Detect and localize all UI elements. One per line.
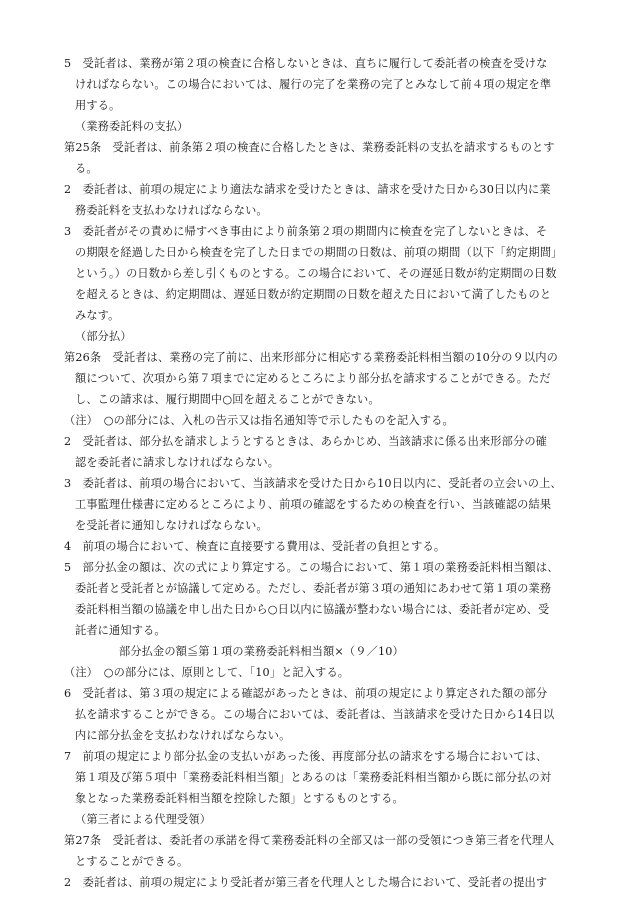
text-line: 委託料相当額の協議を申し出た日から○日以内に協議が整わない場合には、委託者が定め、受 (75, 603, 550, 616)
text-line: 認を委託者に請求しなければならない。 (75, 456, 280, 469)
text-line: 6 受託者は、第３項の規定による確認があったときは、前項の規定により算定された額の部分 (64, 687, 548, 700)
section-heading: （部分払） (75, 330, 132, 343)
text-line: 委託者と受託者とが協議して定める。ただし、委託者が第３項の通知にあわせて第１項の業務 (75, 582, 552, 595)
text-line: 第１項及び第５項中「業務委託料相当額」とあるのは「業務委託料相当額から既に部分払の対 (75, 771, 552, 784)
text-line: 2 委託者は、前項の規定により適法な請求を受けたときは、請求を受けた日から30日以内に業 (64, 183, 551, 196)
section-heading: （業務委託料の支払） (75, 120, 189, 133)
text-line: 払を請求することができる。この場合においては、委託者は、当該請求を受けた日から14日以 (75, 708, 555, 721)
text-line: 7 前項の規定により部分払金の支払いがあった後、再度部分払の請求をする場合においては、 (64, 750, 548, 763)
note-line: （注） ○の部分には、原則として、「10」と記入する。 (64, 666, 350, 679)
text-line: 3 委託者は、前項の場合において、当該請求を受けた日から10日以内に、受託者の立会いの上、 (64, 477, 562, 490)
text-line: ければならない。この場合においては、履行の完了を業務の完了とみなして前４項の規定を準 (75, 78, 552, 91)
text-line: とすることができる。 (75, 855, 189, 868)
text-line: る。 (75, 162, 98, 175)
text-line: みなす。 (75, 309, 120, 322)
text-line: 3 委託者がその責めに帰すべき事由により前条第２項の期間内に検査を完了しないときは、そ (64, 225, 548, 238)
article-line: 第25条 受託者は、前条第２項の検査に合格したときは、業務委託料の支払を請求するものとす (64, 141, 555, 154)
text-line: 象となった業務委託料相当額を控除した額」とするものとする。 (75, 792, 404, 805)
article-line: 第27条 受託者は、委託者の承諾を得て業務委託料の全部又は一部の受領につき第三者を代理人 (64, 834, 555, 847)
formula-line: 部分払金の額≦第１項の業務委託料相当額×（９／10） (119, 645, 404, 658)
text-line: 託者に通知する。 (75, 624, 166, 637)
text-line: 内に部分払金を支払わなければならない。 (75, 729, 291, 742)
text-line: し、この請求は、履行期間中○回を超えることができない。 (75, 393, 380, 406)
text-line: 務委託料を支払わなければならない。 (75, 204, 268, 217)
text-line: 2 受託者は、部分払を請求しようとするときは、あらかじめ、当該請求に係る出来形部分の確 (64, 435, 547, 448)
text-line: を受託者に通知しなければならない。 (75, 519, 268, 532)
text-line: の期限を経過した日から検査を完了した日までの期間の日数は、前項の期間（以下「約定期間」 (75, 246, 563, 259)
text-line: という。）の日数から差し引くものとする。この場合において、その遅延日数が約定期間の日数 (75, 267, 557, 280)
text-line: 用する。 (75, 99, 121, 112)
text-line: 5 部分払金の額は、次の式により算定する。この場合において、第１項の業務委託料相当額は、 (64, 561, 559, 574)
article-line: 第26条 受託者は、業務の完了前に、出来形部分に相応する業務委託料相当額の10分の９以内の (64, 351, 558, 364)
text-line: 4 前項の場合において、検査に直接要する費用は、受託者の負担とする。 (64, 540, 446, 553)
text-line: 2 委託者は、前項の規定により受託者が第三者を代理人とした場合において、受託者の提出す (64, 876, 548, 889)
section-heading: （第三者による代理受領） (75, 813, 212, 826)
text-line: 額について、次項から第７項までに定めるところにより部分払を請求することができる。ただ (75, 372, 551, 385)
text-line: を超えるときは、約定期間は、遅延日数が約定期間の日数を超えた日において満了したものと (75, 288, 552, 301)
text-line: 工事監理仕様書に定めるところにより、前項の確認をするための検査を行い、当該確認の結果 (75, 498, 552, 511)
note-line: （注） ○の部分には、入札の告示又は指名通知等で示したものを記入する。 (64, 414, 454, 427)
text-line: 5 受託者は、業務が第２項の検査に合格しないときは、直ちに履行して委託者の検査を受けな (64, 57, 548, 70)
